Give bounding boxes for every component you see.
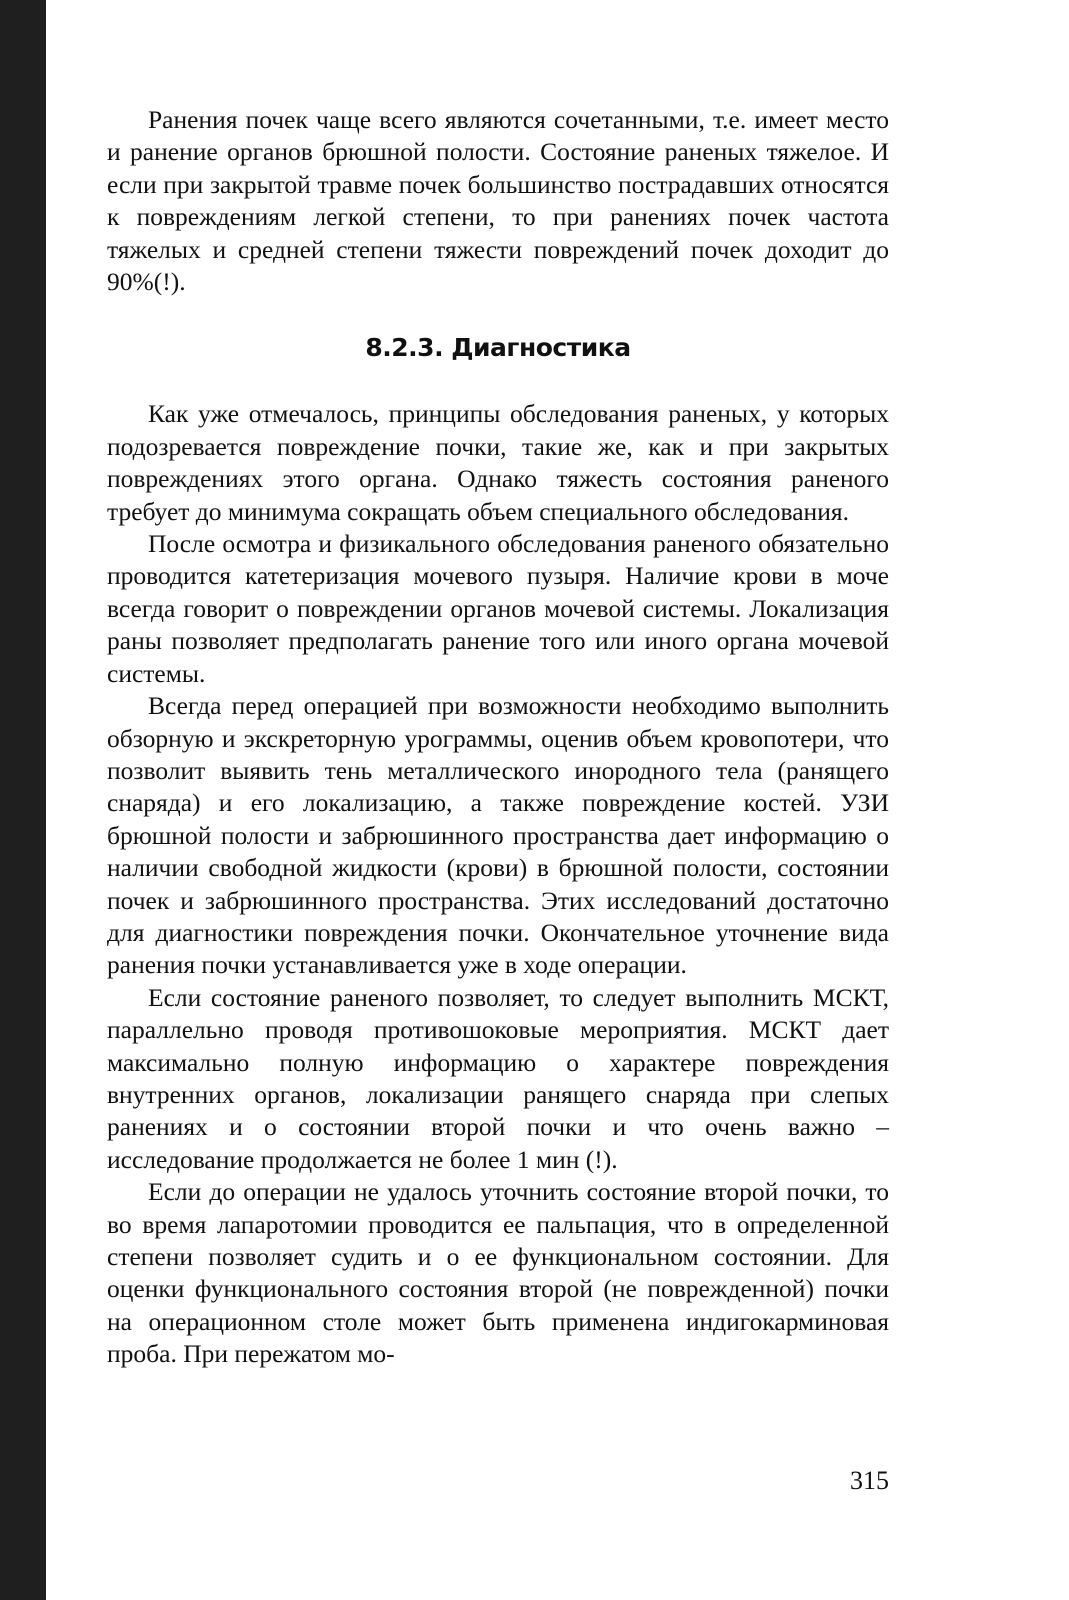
body-paragraph-5: Если до операции не удалось уточнить состояние второй почки, то во время лапаротомии проводится ее пальпация, что в определенной степени позволяет судить и о ее функциональном состоянии. Для оценки функционального состояния второй (не поврежденной) почки на операционном столе может быть применена индигокарминовая проба. При пережатом мо- <box>107 1177 889 1369</box>
page-binding-edge <box>0 0 46 1600</box>
page-body <box>107 104 889 1371</box>
body-paragraph-1: Как уже отмечалось, принципы обследования раненых, у которых подозревается повреждение почки, такие же, как и при закрытых повреждениях этого органа. Однако тяжесть состояния раненого требует до минимума сокращать объем специального обследования. <box>107 399 889 526</box>
page-number: 315 <box>850 1466 889 1495</box>
body-paragraph-4: Если состояние раненого позволяет, то следует выполнить МСКТ, параллельно проводя противошоковые мероприятия. МСКТ дает максимально полную информацию о характере повреждения внутренних органов, локализации ранящего снаряда при слепых ранениях и о состоянии второй почки и что очень важно – исследование продолжается не более 1 мин (!). <box>107 982 889 1174</box>
section-heading: 8.2.3. Диагностика <box>365 333 631 363</box>
body-paragraph-2: После осмотра и физикального обследования раненого обязательно проводится катетеризация мочевого пузыря. Наличие крови в моче всегда говорит о повреждении органов мочевой системы. Локализация раны позволяет предполагать ранение того или иного органа мочевой системы. <box>107 529 889 688</box>
intro-paragraph: Ранения почек чаще всего являются сочетанными, т.е. имеет место и ранение органов брюшной полости. Состояние раненых тяжелое. И если при закрытой травме почек большинство пострадавших относятся к повреждениям легкой степени, то при ранениях почек частота тяжелых и средней степени тяжести повреждений почек доходит до 90%(!). <box>107 105 889 297</box>
body-paragraph-3: Всегда перед операцией при возможности необходимо выполнить обзорную и экскреторную урограммы, оценив объем кровопотери, что позволит выявить тень металлического инородного тела (ранящего снаряда) и его локализацию, а также повреждение костей. УЗИ брюшной полости и забрюшинного пространства дает информацию о наличии свободной жидкости (крови) в брюшной полости, состоянии почек и забрюшинного пространства. Этих исследований достаточно для диагностики повреждения почки. Окончательное уточнение вида ранения почки устанавливается уже в ходе операции. <box>107 691 889 980</box>
